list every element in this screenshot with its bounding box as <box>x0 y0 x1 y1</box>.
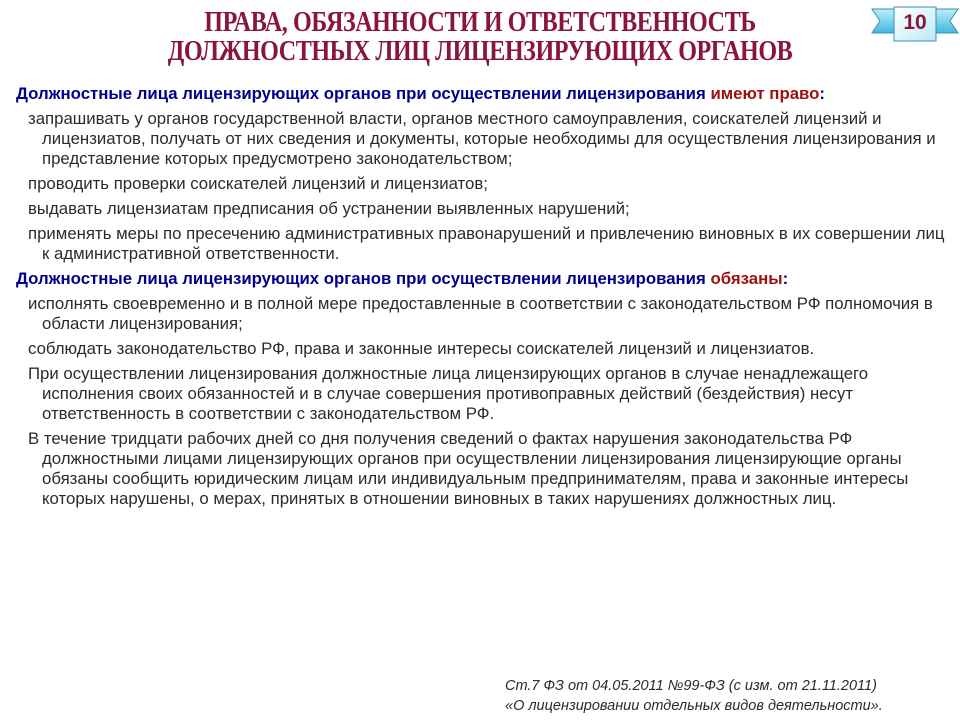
rights-heading <box>16 84 946 104</box>
slide-body <box>16 84 946 509</box>
duties-colon: : <box>782 269 789 288</box>
source-citation <box>505 676 945 716</box>
rights-item: применять меры по пресечению административных правонарушений и привлечению виновных в их совершении лиц к административной ответственности. <box>28 224 945 263</box>
rights-item: проводить проверки соискателей лицензий и лицензиатов; <box>28 174 488 193</box>
source-line-1: Ст.7 ФЗ от 04.05.2011 №99-ФЗ (с изм. от 21.11.2011) <box>505 678 877 694</box>
duties-emphasis: обязаны <box>710 269 783 288</box>
title-line-2: ДОЛЖНОСТНЫХ ЛИЦ ЛИЦЕНЗИРУЮЩИХ ОРГАНОВ <box>167 36 793 67</box>
slide-title <box>0 8 960 66</box>
rights-heading-text: Должностные лица лицензирующих органов при осуществлении лицензирования <box>16 84 706 103</box>
responsibility-item: При осуществлении лицензирования должностные лица лицензирующих органов в случае ненадлежащего исполнения своих обязанностей и в случае совершения противоправных действий (бездействия) несут ответственность в соответствии с законодательством РФ. <box>28 364 869 423</box>
rights-colon: : <box>819 84 825 103</box>
rights-item: выдавать лицензиатам предписания об устранении выявленных нарушений; <box>28 199 630 218</box>
slide-number-badge <box>870 3 960 45</box>
rights-item: запрашивать у органов государственной власти, органов местного самоуправления, соискателей лицензий и лицензиатов, получать от них сведения и документы, которые необходимы для осуществления лицензирования и представление которых предусмотрено законодательством; <box>28 109 936 168</box>
duties-item: соблюдать законодательство РФ, права и законные интересы соискателей лицензий и лицензиатов. <box>28 339 815 358</box>
responsibility-item: В течение тридцати рабочих дней со дня получения сведений о фактах нарушения законодательства РФ должностными лицами лицензирующих органов при осуществлении лицензирования лицензирующие органы обязаны сообщить юридическим лицам или индивидуальным предпринимателям, права и законные интересы которых нарушены, о мерах, принятых в отношении виновных в таких нарушениях должностных лиц. <box>28 429 909 508</box>
slide-number: 10 <box>903 11 927 34</box>
source-line-2: «О лицензировании отдельных видов деятельности». <box>505 698 883 714</box>
title-line-1: ПРАВА, ОБЯЗАННОСТИ И ОТВЕТСТВЕННОСТЬ <box>204 7 756 38</box>
duties-heading <box>16 269 946 289</box>
duties-item: исполнять своевременно и в полной мере предоставленные в соответствии с законодательством РФ полномочия в области лицензирования; <box>28 294 933 333</box>
duties-heading-text: Должностные лица лицензирующих органов при осуществлении лицензирования <box>16 269 706 288</box>
rights-emphasis: имеют право <box>710 84 820 103</box>
